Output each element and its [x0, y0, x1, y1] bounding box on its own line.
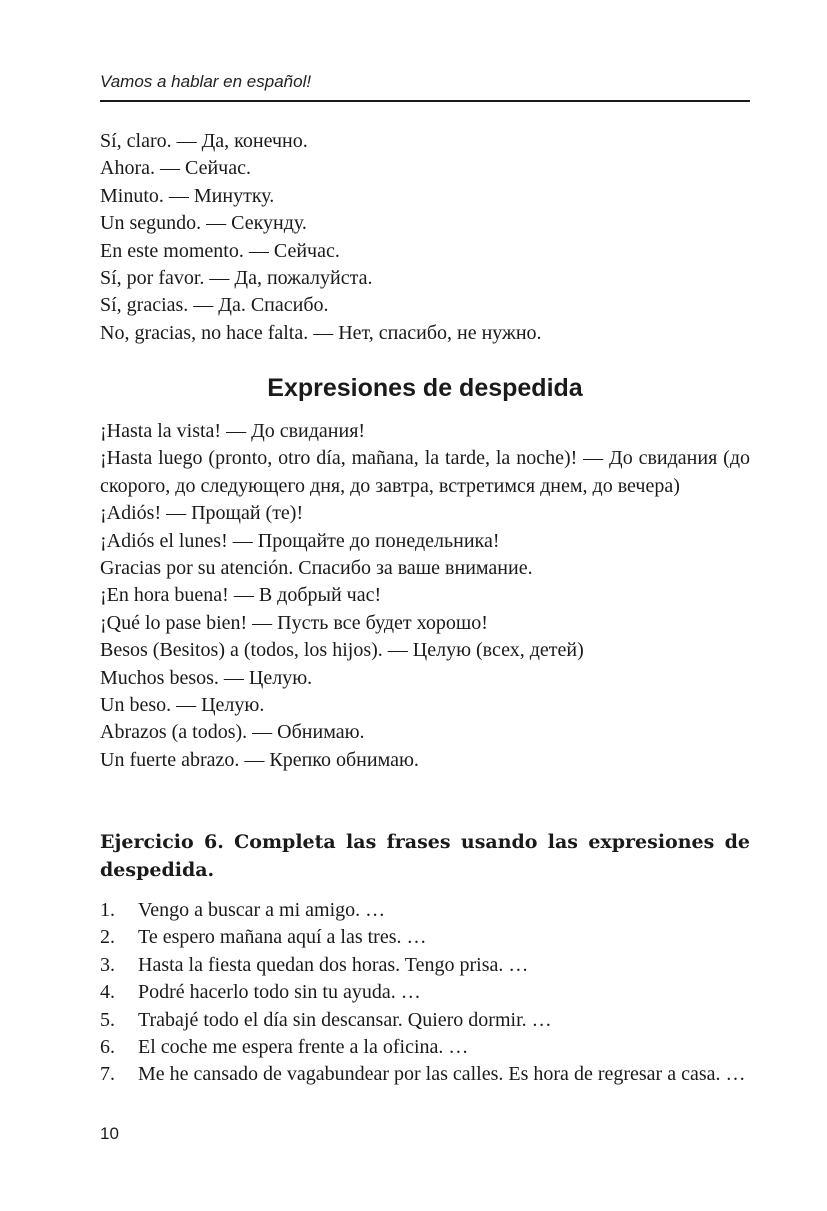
section-heading: Expresiones de despedida: [267, 374, 583, 402]
exercise-title: Ejercicio 6. Completa las frases usando las expresiones de despedida.: [100, 831, 750, 881]
list-item: [100, 952, 750, 979]
list-item: [100, 1034, 750, 1061]
item-text: Me he cansado de vagabundear por las calles. Es hora de regresar a casa. …: [138, 1063, 746, 1086]
phrase-line: Sí, claro. — Да, конечно.: [100, 130, 308, 152]
farewell-line: ¡Hasta la vista! — До свидания!: [100, 420, 366, 442]
item-text: El coche me espera frente a la oficina. …: [138, 1036, 469, 1059]
phrase-line: Sí, por favor. — Да, пожалуйста.: [100, 267, 373, 290]
list-item: [100, 897, 750, 924]
farewell-line: ¡Adiós! — Прощай (те)!: [100, 502, 304, 525]
item-number: 6.: [100, 1036, 115, 1059]
farewell-line: Gracias por su atención. Спасибо за ваше внимание.: [100, 557, 533, 580]
header-rule: [100, 100, 750, 102]
phrase-line: Sí, gracias. — Да. Спасибо.: [100, 294, 329, 317]
phrase-line: No, gracias, no hace falta. — Нет, спасибо, не нужно.: [100, 321, 542, 344]
farewell-line: ¡En hora buena! — В добрый час!: [100, 584, 382, 607]
list-item: [100, 924, 750, 951]
phrases-list: [100, 128, 750, 347]
item-number: 4.: [100, 981, 115, 1004]
item-number: 2.: [100, 926, 115, 949]
phrase-line: Un segundo. — Секунду.: [100, 212, 307, 235]
farewell-line: ¡Qué lo pase bien! — Пусть все будет хорошо!: [100, 611, 488, 634]
phrase-line: Ahora. — Сейчас.: [100, 157, 251, 180]
phrase-line: Minuto. — Минутку.: [100, 184, 275, 207]
farewell-line: ¡Hasta luego (pronto, otro día, mañana, la tarde, la noche)! — До свидания (до скорого, до следующего дня, до завтра, встретимся днем, до вечера): [100, 447, 750, 497]
page-number: 10: [100, 1124, 119, 1143]
farewell-list: [100, 418, 750, 774]
farewell-line: Besos (Besitos) a (todos, los hijos). — Целую (всех, детей): [100, 639, 584, 662]
item-text: Hasta la fiesta quedan dos horas. Tengo prisa. …: [138, 953, 529, 976]
phrase-line: En este momento. — Сейчас.: [100, 239, 340, 262]
farewell-line: Abrazos (a todos). — Обнимаю.: [100, 721, 365, 744]
farewell-line: Muchos besos. — Целую.: [100, 666, 313, 689]
item-number: 1.: [100, 899, 115, 921]
item-text: Vengo a buscar a mi amigo. …: [138, 899, 386, 921]
list-item: [100, 979, 750, 1006]
farewell-line: Un fuerte abrazo. — Крепко обнимаю.: [100, 748, 419, 771]
item-number: 5.: [100, 1008, 115, 1031]
item-text: Trabajé todo el día sin descansar. Quiero dormir. …: [138, 1008, 552, 1031]
list-item: [100, 1061, 750, 1088]
list-item: [100, 1007, 750, 1034]
farewell-line: ¡Adiós el lunes! — Прощайте до понедельника!: [100, 529, 500, 552]
item-text: Te espero mañana aquí a las tres. …: [138, 926, 427, 949]
item-number: 3.: [100, 953, 115, 976]
exercise-list: [100, 897, 750, 1089]
running-header: Vamos a hablar en español!: [100, 72, 312, 91]
item-text: Podré hacerlo todo sin tu ayuda. …: [138, 981, 421, 1004]
item-number: 7.: [100, 1063, 115, 1086]
farewell-line: Un beso. — Целую.: [100, 694, 265, 717]
